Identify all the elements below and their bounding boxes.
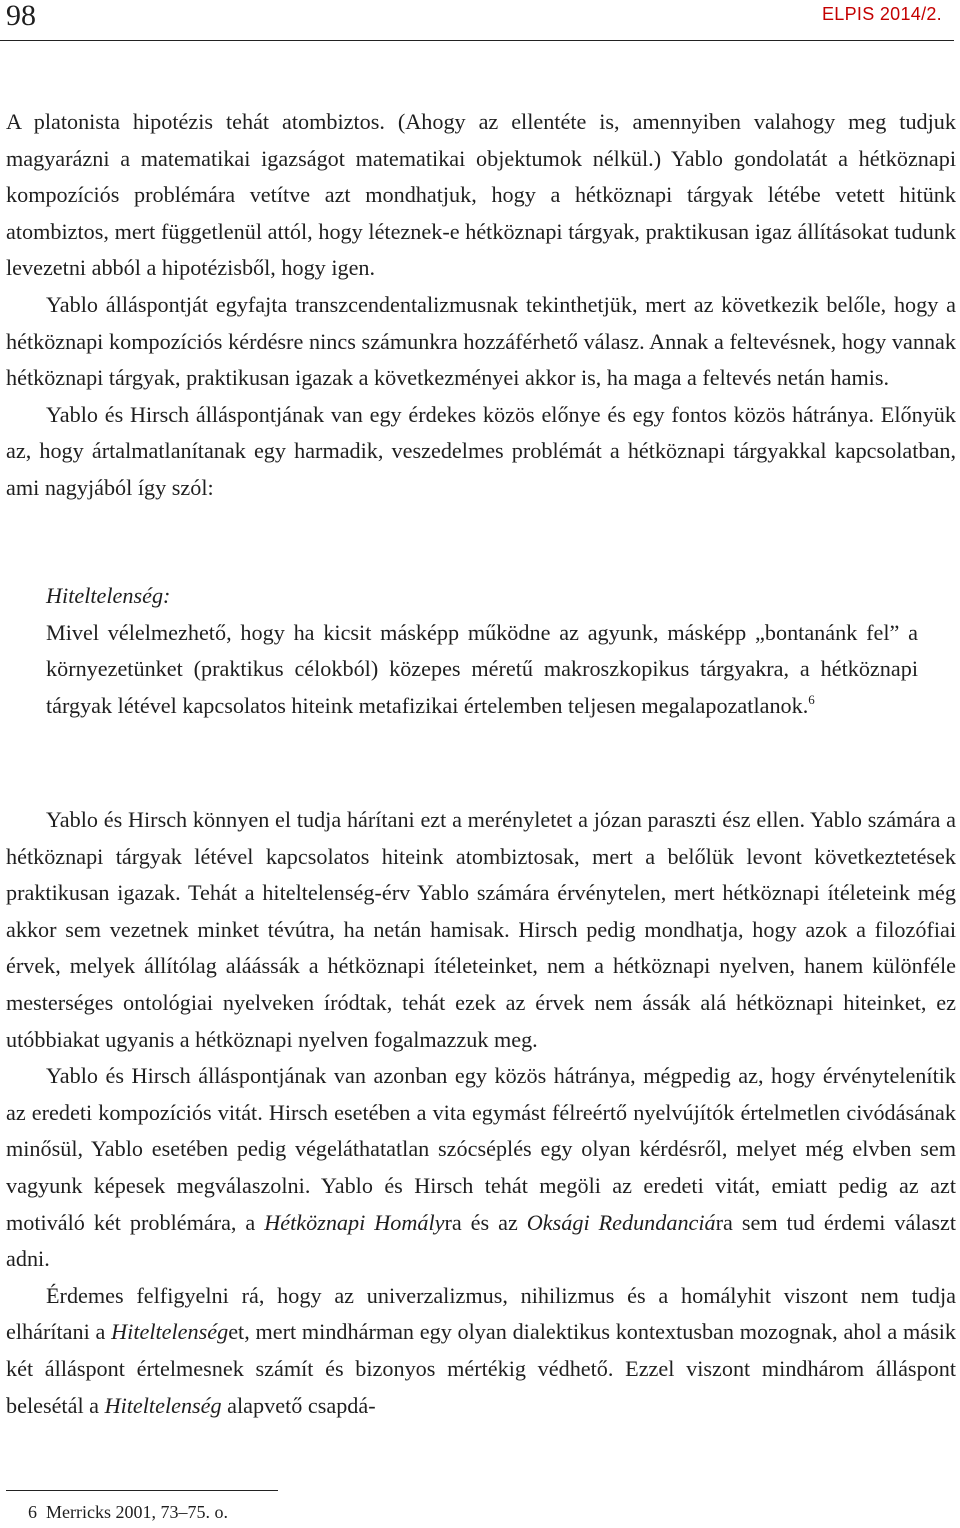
body-text-block-1 <box>6 104 956 507</box>
footnote-text: Merricks 2001, 73–75. o. <box>46 1502 228 1522</box>
argument-text <box>46 615 918 725</box>
footnote-reference[interactable]: 6 <box>808 691 815 707</box>
paragraph: Yablo és Hirsch álláspontjának van egy érdekes közös előnye és egy fontos közös hátránya. Előnyük az, hogy ártalmatlanítanak egy harmadik, veszedelmes problémát a hétköznapi tárgyakkal kapcsolatban, ami nagyjából így szól: <box>6 401 956 500</box>
paragraph: Yablo és Hirsch könnyen el tudja hárítani ezt a merényletet a józan paraszti ész ellen. Yablo számára a hétköznapi tárgyak létével kapcsolatos hiteink atombiztosak, mert a belőlük levont következtetések praktikusan igazak. Tehát a hiteltelenség-érv Yablo számára érvénytelen, mert hétköznapi ítéleteink még akkor sem vezetnek minket tévútra, ha netán hamisak. Hirsch pedig mondhatja, hogy azok a filozófiai érvek, melyek állítólag aláássák a hétköznapi ítéleteinket, nem a hétköznapi nyelven, hanem különféle mesterséges ontológiai nyelveken íródtak, tehát ezek az érvek nem ássák alá hétköznapi hiteinket, ez utóbbiakat ugyanis a hétköznapi nyelven fogalmazzuk meg. <box>6 807 956 1052</box>
paragraph: Yablo álláspontját egyfajta transzcendentalizmusnak tekinthetjük, mert az következik belőle, hogy a hétköznapi kompozíciós kérdésre nincs számunkra hozzáférhető válasz. Annak a feltevésnek, hogy vannak hétköznapi tárgyak, praktikusan igazak a következményei akkor is, ha maga a feltevés netán hamis. <box>6 291 956 391</box>
text-run: ra sem tud érdemi választ adni. <box>6 1209 956 1272</box>
italic-term: Oksági Redundanciá <box>526 1209 716 1235</box>
page-number: 98 <box>6 0 36 32</box>
quoted-argument <box>46 578 918 724</box>
text-run: ra és az <box>444 1209 527 1235</box>
text-run: alapvető csapdá- <box>221 1392 376 1418</box>
text-run: et, mert mindhárman egy olyan dialektikus kontextusban mozognak, ahol a másik két álláspont értelmesnek számít és bizonyos mértékig védhető. Ezzel viszont mindhárom álláspont belesétál a <box>6 1319 956 1418</box>
journal-header: ELPIS 2014/2. <box>822 4 942 24</box>
footnote <box>28 1500 228 1524</box>
footnote-number: 6 <box>28 1502 37 1522</box>
italic-term: Hétköznapi Homály <box>264 1209 445 1235</box>
italic-term: Hiteltelenség <box>104 1392 222 1418</box>
text-run: Érdemes felfigyelni rá, hogy az univerzalizmus, nihilizmus és a homályhit viszont nem tudja elhárítani a <box>6 1282 956 1345</box>
italic-term: Hiteltelenség <box>111 1319 229 1345</box>
header-rule <box>0 40 954 41</box>
footnote-rule <box>6 1490 278 1491</box>
argument-heading: Hiteltelenség: <box>46 583 171 608</box>
argument-body: Mivel vélelmezhető, hogy ha kicsit másképp működne az agyunk, másképp „bontanánk fel” a környezetünket (praktikus célokból) közepes méretű makroszkopikus tárgyakra, a hétköznapi tárgyak létével kapcsolatos hiteink metafizikai értelemben teljesen megalapozatlanok. <box>46 619 918 718</box>
paragraph: A platonista hipotézis tehát atombiztos. (Ahogy az ellentéte is, amennyiben valahogy meg tudjuk magyarázni a matematikai igazságot matematikai objektumok nélkül.) Yablo gondolatát a hétköznapi kompozíciós problémára vetítve azt mondhatjuk, hogy a hétköznapi tárgyak létébe vetett hitünk atombiztos, mert függetlenül attól, hogy léteznek-e hétköznapi tárgyak, praktikusan igaz állításokat tudunk levezetni abból a hipotézisből, hogy igen. <box>6 109 956 281</box>
text-run: Yablo és Hirsch álláspontjának van azonban egy közös hátránya, mégpedig az, hogy érvénytelenítik az eredeti kompozíciós vitát. Hirsch esetében a vita egymást félreértő nyelvújítók értelmetlen civódásának minősül, Yablo esetében pedig végeláthatatlan szócséplés egy olyan kérdésről, melyet még elvben sem vagyunk képesek megválaszolni. Yablo és Hirsch tehát megöli az eredeti vitát, emiatt pedig az azt motiváló két problémára, a <box>6 1063 956 1235</box>
paragraph <box>6 1058 956 1278</box>
body-text-block-2 <box>6 802 956 1424</box>
paragraph <box>6 1278 956 1424</box>
